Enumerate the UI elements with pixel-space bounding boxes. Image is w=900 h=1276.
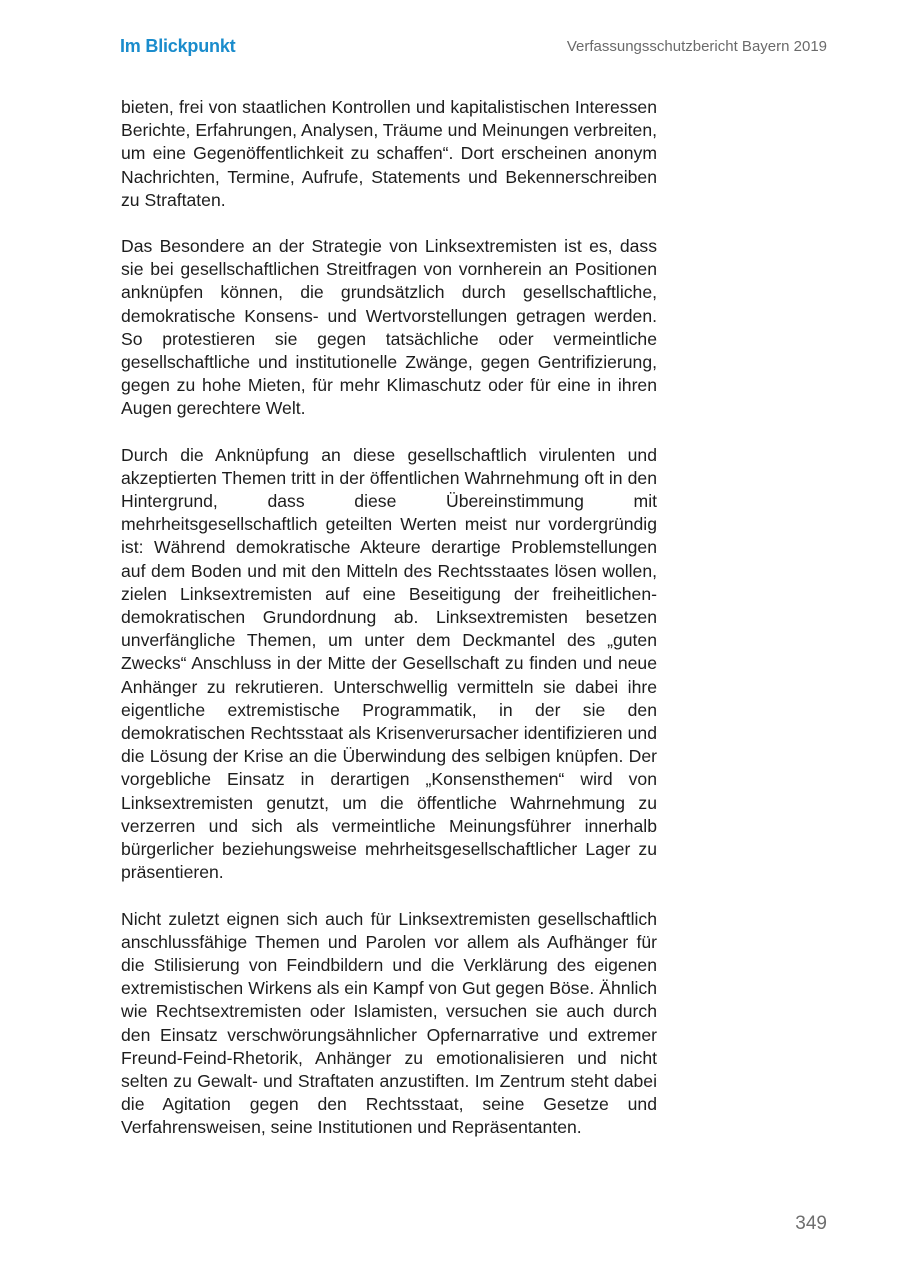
body-text: [121, 96, 657, 1163]
paragraph: Nicht zuletzt eignen sich auch für Linksextremisten gesellschaftlich anschlussfähige Themen und Parolen vor allem als Aufhänger für die Stilisierung von Feindbildern und die Verklärung des eigenen extremistischen Wirkens als ein Kampf von Gut gegen Böse. Ähnlich wie Rechtsextremisten oder Islamisten, versuchen sie auch durch den Einsatz verschwörungsähnlicher Opfernarrative und extremer Freund-Feind-Rhetorik, Anhänger zu emotionalisieren und nicht selten zu Gewalt- und Straftaten anzustiften. Im Zentrum steht dabei die Agitation gegen den Rechtsstaat, seine Gesetze und Verfahrensweisen, seine Institutionen und Repräsentanten.: [121, 908, 657, 1138]
paragraph: Das Besondere an der Strategie von Linksextremisten ist es, dass sie bei gesellschaftlichen Streitfragen von vornherein an Positionen anknüpfen können, die grundsätzlich durch gesellschaftliche, demokratische Konsens- und Wertvorstellungen getragen werden. So protestieren sie gegen tatsächliche oder vermeintliche gesellschaftliche und institutionelle Zwänge, gegen Gentrifizierung, gegen zu hohe Mieten, für mehr Klimaschutz oder für eine in ihren Augen gerechtere Welt.: [121, 236, 657, 419]
paragraph: bieten, frei von staatlichen Kontrollen und kapitalistischen Interessen Berichte, Erfahrungen, Analysen, Träume und Meinungen verbreiten, um eine Gegenöffentlichkeit zu schaffen“. Dort erscheinen anonym Nachrichten, Termine, Aufrufe, Statements und Bekennerschreiben zu Straftaten.: [121, 97, 657, 210]
publication-title: Verfassungsschutzbericht Bayern 2019: [566, 38, 827, 55]
section-title: Im Blickpunkt: [120, 36, 236, 56]
paragraph: Durch die Anknüpfung an diese gesellschaftlich virulenten und akzeptierten Themen tritt in der öffentlichen Wahrnehmung oft in den Hintergrund, dass diese Übereinstimmung mit mehrheitsgesellschaftlich geteilten Werten meist nur vordergründig ist: Während demokratische Akteure derartige Problemstellungen auf dem Boden und mit den Mitteln des Rechtsstaates lösen wollen, zielen Linksextremisten auf eine Beseitigung der freiheitlichen-demokratischen Grundordnung ab. Linksextremisten besetzen unverfängliche Themen, um unter dem Deckmantel des „guten Zwecks“ Anschluss in der Mitte der Gesellschaft zu finden und neue Anhänger zu rekrutieren. Unterschwellig vermitteln sie dabei ihre eigentliche extremistische Programmatik, in der sie den demokratischen Rechtsstaat als Krisenverursacher identifizieren und die Lösung der Krise an die Überwindung des selbigen knüpfen. Der vorgebliche Einsatz in derartigen „Konsensthemen“ wird von Linksextremisten genutzt, um die öffentliche Wahrnehmung zu verzerren und sich als vermeintliche Meinungsführer innerhalb bürgerlicher beziehungsweise mehrheitsgesellschaftlicher Lager zu präsentieren.: [121, 444, 657, 883]
page-number: 349: [795, 1213, 827, 1234]
